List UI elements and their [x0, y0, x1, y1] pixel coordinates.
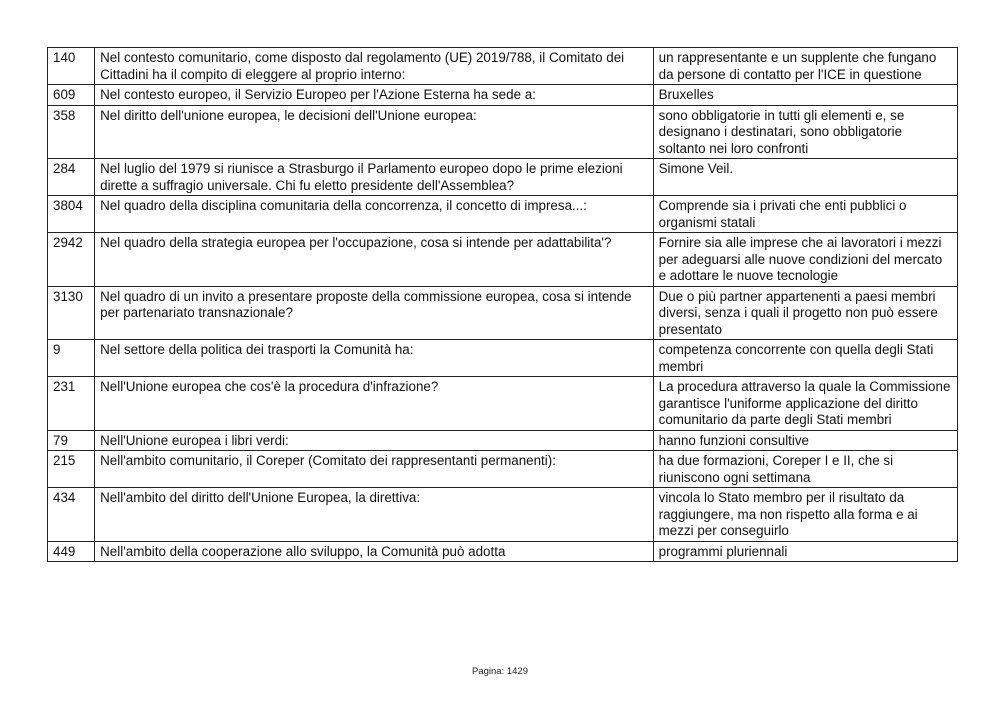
- question-id-cell: 9: [48, 340, 95, 377]
- question-text-cell: Nel quadro della disciplina comunitaria della concorrenza, il concetto di impresa...:: [95, 196, 654, 233]
- answer-text-cell: hanno funzioni consultive: [653, 430, 957, 451]
- answer-text-cell: Fornire sia alle imprese che ai lavoratori i mezzi per adeguarsi alle nuove condizioni del mercato e adottare le nuove tecnologie: [653, 233, 957, 287]
- question-text-cell: Nel settore della politica dei trasporti la Comunità ha:: [95, 340, 654, 377]
- question-id-cell: 2942: [48, 233, 95, 287]
- question-text-cell: Nel contesto comunitario, come disposto dal regolamento (UE) 2019/788, il Comitato dei Cittadini ha il compito di eleggere al proprio interno:: [95, 48, 654, 85]
- answer-text-cell: ha due formazioni, Coreper I e II, che si riuniscono ogni settimana: [653, 451, 957, 488]
- question-id-cell: 3804: [48, 196, 95, 233]
- answer-text-cell: sono obbligatorie in tutti gli elementi e, se designano i destinatari, sono obbligatorie soltanto nei loro confronti: [653, 105, 957, 159]
- question-text-cell: Nell'ambito comunitario, il Coreper (Comitato dei rappresentanti permanenti):: [95, 451, 654, 488]
- table-row: [48, 48, 958, 85]
- questions-table: [47, 47, 958, 562]
- answer-text-cell: un rappresentante e un supplente che fungano da persone di contatto per l'ICE in questione: [653, 48, 957, 85]
- question-text-cell: Nel contesto europeo, il Servizio Europeo per l'Azione Esterna ha sede a:: [95, 85, 654, 106]
- table-row: [48, 541, 958, 562]
- table-row: [48, 233, 958, 287]
- answer-text-cell: Simone Veil.: [653, 159, 957, 196]
- question-id-cell: 358: [48, 105, 95, 159]
- table-row: [48, 340, 958, 377]
- table-row: [48, 85, 958, 106]
- question-text-cell: Nel luglio del 1979 si riunisce a Strasburgo il Parlamento europeo dopo le prime elezioni dirette a suffragio universale. Chi fu eletto presidente dell'Assemblea?: [95, 159, 654, 196]
- question-id-cell: 3130: [48, 286, 95, 340]
- table-row: [48, 105, 958, 159]
- question-id-cell: 449: [48, 541, 95, 562]
- question-id-cell: 79: [48, 430, 95, 451]
- question-text-cell: Nell'Unione europea che cos'è la procedura d'infrazione?: [95, 377, 654, 431]
- page-number: Pagina: 1429: [472, 666, 528, 677]
- table-row: [48, 488, 958, 542]
- answer-text-cell: La procedura attraverso la quale la Commissione garantisce l'uniforme applicazione del diritto comunitario da parte degli Stati membri: [653, 377, 957, 431]
- table-row: [48, 451, 958, 488]
- answer-text-cell: Bruxelles: [653, 85, 957, 106]
- question-id-cell: 434: [48, 488, 95, 542]
- question-text-cell: Nel quadro di un invito a presentare proposte della commissione europea, cosa si intende per partenariato transnazionale?: [95, 286, 654, 340]
- questions-table-body: [48, 48, 958, 562]
- table-row: [48, 159, 958, 196]
- table-row: [48, 196, 958, 233]
- table-row: [48, 286, 958, 340]
- table-row: [48, 377, 958, 431]
- question-id-cell: 140: [48, 48, 95, 85]
- answer-text-cell: Comprende sia i privati che enti pubblici o organismi statali: [653, 196, 957, 233]
- question-id-cell: 609: [48, 85, 95, 106]
- table-row: [48, 430, 958, 451]
- question-text-cell: Nel quadro della strategia europea per l'occupazione, cosa si intende per adattabilita'?: [95, 233, 654, 287]
- answer-text-cell: vincola lo Stato membro per il risultato da raggiungere, ma non rispetto alla forma e ai mezzi per conseguirlo: [653, 488, 957, 542]
- answer-text-cell: competenza concorrente con quella degli Stati membri: [653, 340, 957, 377]
- question-text-cell: Nell'ambito del diritto dell'Unione Europea, la direttiva:: [95, 488, 654, 542]
- answer-text-cell: programmi pluriennali: [653, 541, 957, 562]
- question-id-cell: 215: [48, 451, 95, 488]
- question-id-cell: 231: [48, 377, 95, 431]
- question-text-cell: Nell'ambito della cooperazione allo sviluppo, la Comunità può adotta: [95, 541, 654, 562]
- question-id-cell: 284: [48, 159, 95, 196]
- question-text-cell: Nell'Unione europea i libri verdi:: [95, 430, 654, 451]
- answer-text-cell: Due o più partner appartenenti a paesi membri diversi, senza i quali il progetto non può essere presentato: [653, 286, 957, 340]
- question-text-cell: Nel diritto dell'unione europea, le decisioni dell'Unione europea:: [95, 105, 654, 159]
